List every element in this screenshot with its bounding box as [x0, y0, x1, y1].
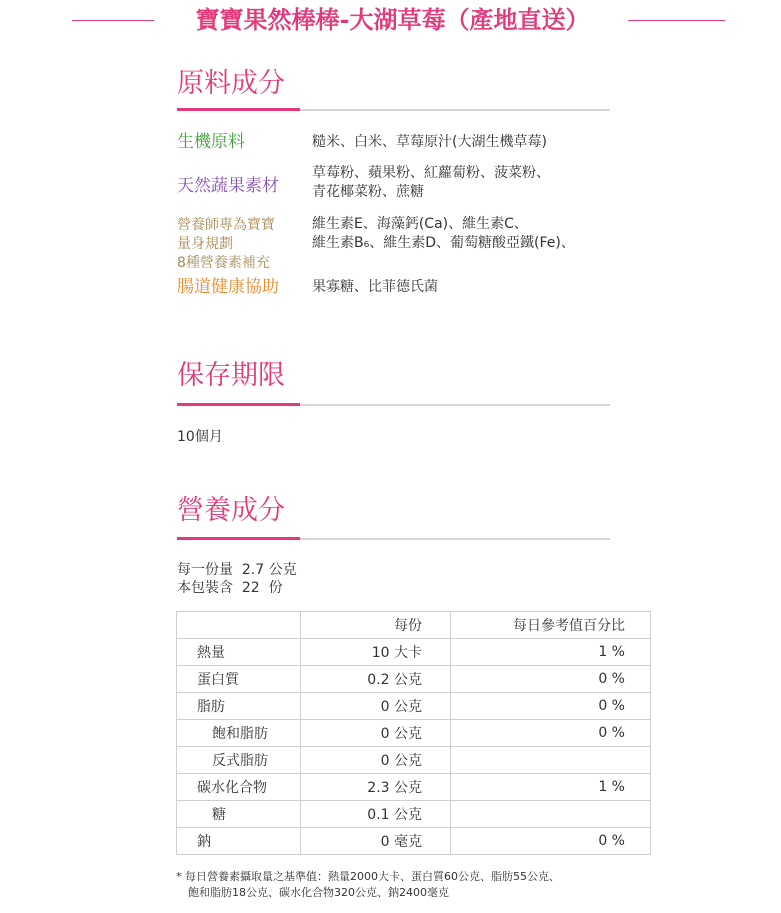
serving-size-line: 每一份量 2.7 公克: [177, 562, 297, 578]
banner-line-left: [72, 20, 154, 21]
daily-value: 0 %: [451, 828, 651, 855]
per-serving-value: 0.2 公克: [301, 666, 451, 693]
ingredients-heading: 原料成分: [177, 68, 285, 99]
ingredient-value-veg-line1: 草莓粉、蘋果粉、紅蘿蔔粉、菠菜粉、: [312, 165, 550, 181]
table-row: [177, 639, 651, 666]
table-row: [177, 747, 651, 774]
ingredient-value-veg-line2: 青花椰菜粉、蔗糖: [312, 184, 424, 200]
table-row: [177, 828, 651, 855]
footnote: [176, 869, 560, 901]
header-daily-value: 每日參考值百分比: [451, 612, 651, 639]
ingredient-value-gut: 果寡糖、比菲德氏菌: [312, 279, 438, 295]
table-row: [177, 801, 651, 828]
per-serving-value: 0 公克: [301, 693, 451, 720]
nutrient-name: 飽和脂肪: [212, 726, 268, 742]
per-serving-value: 10 大卡: [301, 639, 451, 666]
nutrient-name: 反式脂肪: [212, 753, 268, 769]
page-title: 寶寶果然棒棒-大湖草莓（產地直送）: [195, 5, 590, 34]
nutrient-name: 脂肪: [197, 699, 225, 715]
nutrient-name: 鈉: [197, 834, 211, 850]
per-serving-value: 0 公克: [301, 720, 451, 747]
table-header-row: [177, 612, 651, 639]
ingredient-value-organic: 糙米、白米、草莓原汁(大湖生機草莓): [312, 134, 547, 150]
footnote-line-2: 飽和脂肪18公克、碳水化合物320公克、鈉2400毫克: [188, 886, 449, 899]
per-serving-value: 0.1 公克: [301, 801, 451, 828]
shelf-life-accent-bar: [177, 403, 300, 406]
header-per-serving: 每份: [301, 612, 451, 639]
servings-per-package-line: 本包裝含 22 份: [177, 580, 283, 596]
daily-value: [451, 747, 651, 774]
footnote-line-1: * 每日營養素攝取量之基準值：熱量2000大卡、蛋白質60公克、脂肪55公克、: [176, 870, 560, 883]
ingredient-label-veg: 天然蔬果素材: [177, 176, 279, 196]
daily-value: 1 %: [451, 774, 651, 801]
nutrition-heading: 營養成分: [177, 495, 285, 526]
ingredient-label-nutrition-line2: 量身規劃: [177, 236, 233, 252]
banner-line-right: [628, 20, 725, 21]
per-serving-value: 0 公克: [301, 747, 451, 774]
ingredient-value-nutrition-line1: 維生素E、海藻鈣(Ca)、維生素C、: [312, 216, 528, 232]
ingredient-value-nutrition-line2: 維生素B₆、維生素D、葡萄糖酸亞鐵(Fe)、: [312, 235, 575, 251]
daily-value: [451, 801, 651, 828]
nutrient-name: 糖: [212, 807, 226, 823]
table-row: [177, 666, 651, 693]
ingredient-label-nutrition-line1: 營養師專為寶寶: [177, 217, 275, 233]
nutrient-name: 熱量: [197, 645, 225, 661]
nutrient-name: 碳水化合物: [197, 780, 267, 796]
ingredient-label-nutrition-line3: 8種營養素補充: [177, 255, 270, 271]
table-row: [177, 774, 651, 801]
per-serving-value: 0 毫克: [301, 828, 451, 855]
table-row: [177, 693, 651, 720]
per-serving-value: 2.3 公克: [301, 774, 451, 801]
daily-value: 1 %: [451, 639, 651, 666]
nutrient-name: 蛋白質: [197, 672, 239, 688]
ingredient-label-organic: 生機原料: [177, 132, 245, 152]
daily-value: 0 %: [451, 720, 651, 747]
ingredients-accent-bar: [177, 108, 300, 111]
ingredient-label-gut: 腸道健康協助: [177, 277, 279, 297]
daily-value: 0 %: [451, 666, 651, 693]
nutrition-table: [176, 611, 651, 855]
shelf-life-heading: 保存期限: [177, 360, 285, 391]
header-cell-empty: [177, 612, 301, 639]
nutrition-accent-bar: [177, 537, 300, 540]
shelf-life-value: 10個月: [177, 429, 223, 445]
daily-value: 0 %: [451, 693, 651, 720]
table-row: [177, 720, 651, 747]
